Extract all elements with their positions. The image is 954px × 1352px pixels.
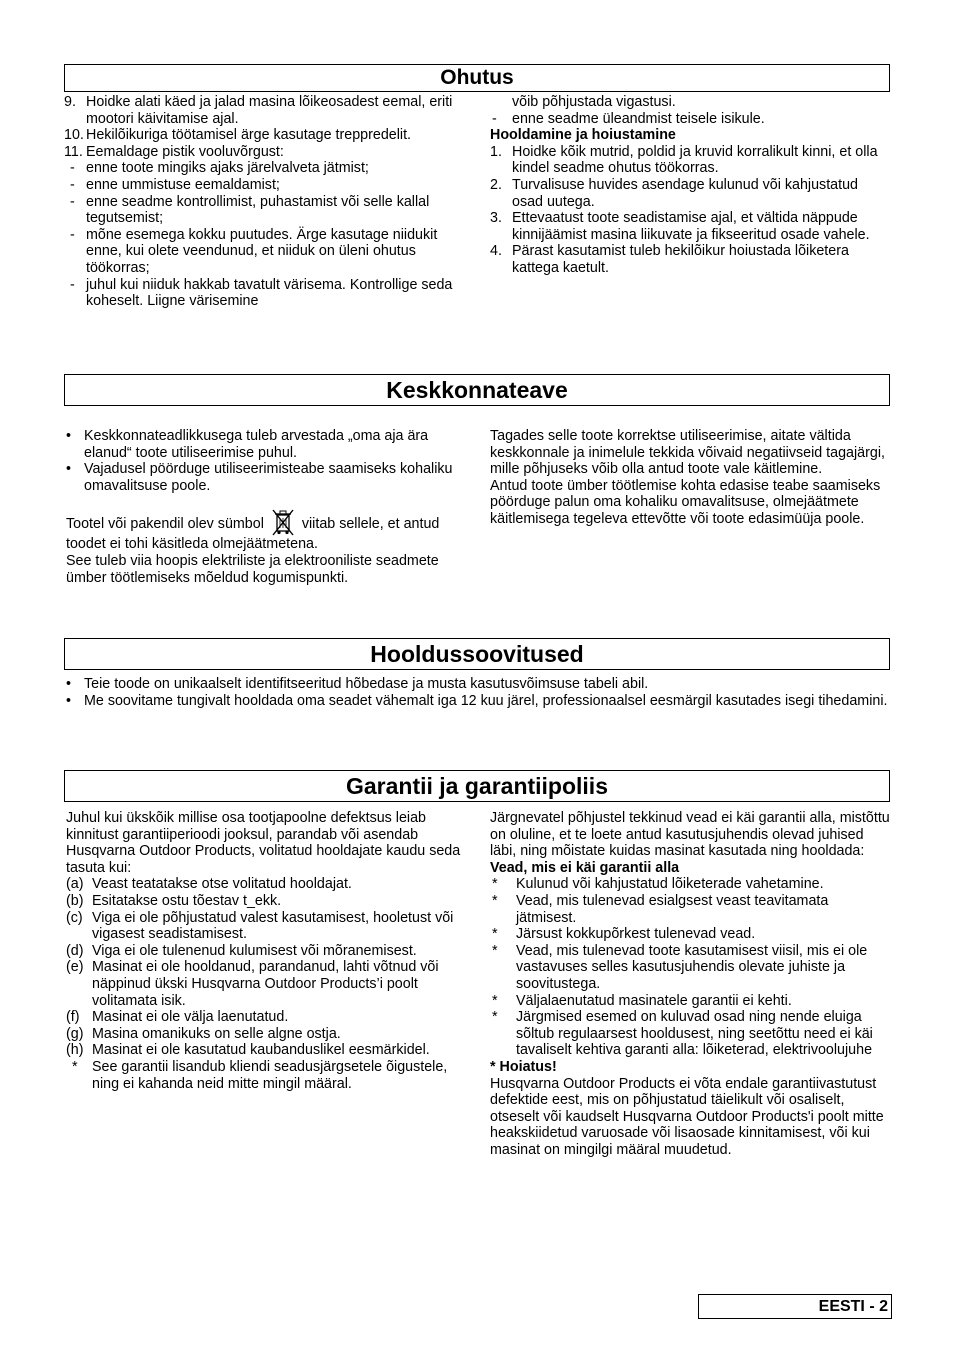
list-item: 9. Hoidke alati käed ja jalad masina lõikeosadest eemal, eriti mootori käivitamise ajal. [64, 94, 453, 127]
list-item: (a) Veast teatatakse otse volitatud hooldajat. [66, 876, 352, 893]
list-item: * Järsust kokkupõrkest tulenevad vead. [492, 926, 756, 943]
bullet-item: • Teie toode on unikaalselt identifitseeritud hõbedase ja musta kasutusvõimsuse tabeli abil. [66, 676, 649, 692]
bullet-item: • Vajadusel pöörduge utiliseerimisteabe saamiseks kohaliku omavalitsuse poole. [66, 461, 453, 494]
list-item: - enne ummistuse eemaldamist; [70, 176, 280, 193]
list-item: (g) Masina omanikuks on selle algne ostja. [66, 1025, 341, 1042]
warranty-intro: Juhul kui ükskõik millise osa tootjapoolne defektsus leiab kinnitust garantiiperioodi jooksul, parandab või asendab Husqvarna Outdoor Products, volitatud hooldajate kaudu seda tasuta kui: [66, 810, 461, 876]
warning-text: Husqvarna Outdoor Products ei võta endale garantiivastutust defektide eest, mis on põhjustatud täielikult või osaliselt, otseselt või kaudselt Husqvarna Outdoor Products'i poolt mitte heakskiidetud varuosade või lisaosade kinnitamisest, või kui masinat on mingilgi määral muudetud. [490, 1075, 884, 1158]
continued-text: võib põhjustada vigastusi. [512, 94, 676, 110]
list-item: 10. Hekilõikuriga töötamisel ärge kasutage treppredelit. [64, 127, 412, 144]
warranty-left-column [66, 810, 466, 1092]
list-item: * See garantii lisandub kliendi seadusjärgsetele õigustele, ning ei kahanda neid mitte mingil määral. [72, 1058, 448, 1092]
list-item: (d) Viga ei ole tulenenud kulumisest või mõranemisest. [66, 942, 417, 959]
list-item: 2. Turvalisuse huvides asendage kulunud või kahjustatud osad uutega. [490, 176, 858, 210]
section-title-hooldussoovitused: Hooldussoovitused [64, 638, 890, 670]
warning-heading: * Hoiatus! [490, 1058, 557, 1075]
symbol-paragraph: Tootel või pakendil olev sümbol viitab sellele, et antud toodet ei tohi käsitleda olmejäätmetena. [64, 508, 466, 553]
list-item: - enne toote mingiks ajaks järelvalveta jätmist; [70, 160, 369, 177]
list-item: - juhul kui niiduk hakkab tavatult värisema. Kontrollige seda koheselt. Liigne värisemine [70, 276, 453, 310]
warranty-right-column [490, 810, 890, 1158]
list-item: (f) Masinat ei ole välja laenutatud. [66, 1009, 289, 1026]
list-item: * Väljalaenutatud masinatele garantii ei kehti. [492, 992, 792, 1009]
list-item: 1. Hoidke kõik mutrid, poldid ja kruvid korralikult kinni, et olla kindel seadme ohutus töökorras. [490, 143, 878, 177]
list-item: 3. Ettevaatust toote seadistamise ajal, et vältida näppude kinnijäämist masina liikuvate ja fikseeritud osade vahele. [490, 210, 870, 243]
list-item: - mõne esemega kokku puutudes. Ärge kasutage niidukit enne, kui olete veendunud, et niiduk on üleni ohutus töökorras; [70, 226, 438, 276]
list-item: * Järgmised esemed on kuluvad osad ning nende eluiga sõltub regulaarsest hooldusest, ning seetõttu need ei käi tavaliselt kehtiva garanti alla: lõiketerad, elektrivoolujuhe [492, 1009, 873, 1059]
not-covered-heading: Vead, mis ei käi garantii alla [490, 859, 680, 876]
env-paragraph: Antud toote ümber töötlemise kohta edasise teabe saamiseks pöörduge palun oma kohaliku omavalitsuse, olmejäätmete käitlemisega tegeleva ettevõtte või toote edasimüüja poole. [490, 477, 881, 527]
ohutus-left-column [64, 94, 466, 310]
maintenance-heading: Hooldamine ja hoiustamine [490, 127, 676, 144]
list-item: (e) Masinat ei ole hooldanud, parandanud, lahti võtnud või näppinud ükski Husqvarna Outdoor Products’i poolt volitamata isik. [66, 959, 439, 1009]
env-paragraph: Tagades selle toote korrektse utiliseerimise, aitate vältida keskkonnale ja inimelule tekkida võivaid negatiivseid tagajärgi, mille põhjuseks võib olla antud toote vale käitlemine. [490, 428, 885, 478]
list-item: - enne seadme kontrollimist, puhastamist või selle kallal tegutsemist; [70, 193, 430, 227]
crossed-out-wheelie-bin-icon [270, 508, 296, 536]
symbol-paragraph-cont: See tuleb viia hoopis elektriliste ja elektrooniliste seadmete ümber töötlemiseks mõeldud kogumispunkti. [66, 552, 439, 586]
section-title-ohutus: Ohutus [64, 64, 890, 92]
list-item: * Vead, mis tulenevad toote kasutamisest viisil, mis ei ole vastavuses selles kasutusjuhendis olevate juhiste ja soovitustega. [492, 942, 868, 992]
env-left-column [64, 428, 466, 586]
list-item: (b) Esitatakse ostu tõestav t_ekk. [66, 892, 282, 909]
section-title-garantii: Garantii ja garantiipoliis [64, 770, 890, 802]
page-number-footer: EESTI - 2 [698, 1294, 892, 1319]
env-right-column [490, 428, 890, 528]
list-item: - enne seadme üleandmist teisele isikule. [492, 110, 765, 127]
list-item: * Vead, mis tulenevad esialgsest veast teavitamata jätmisest. [492, 892, 829, 926]
service-list [64, 676, 890, 709]
list-item: (c) Viga ei ole põhjustatud valest kasutamisest, hooletust või vigasest seadistamisest. [66, 909, 454, 943]
list-item: 4. Pärast kasutamist tuleb hekilõikur hoiustada lõiketera kattega kaetult. [490, 243, 849, 276]
bullet-item: • Me soovitame tungivalt hooldada oma seadet vähemalt iga 12 kuu järel, professionaalsel eesmärgil kasutades isegi tihedamini. [66, 692, 888, 709]
list-item: (h) Masinat ei ole kasutatud kaubanduslikel eesmärkidel. [66, 1042, 430, 1059]
bullet-item: • Keskkonnateadlikkusega tuleb arvestada „oma aja ära elanud“ toote utiliseerimise puhul. [66, 428, 429, 461]
list-item: * Kulunud või kahjustatud lõiketerade vahetamine. [492, 876, 824, 893]
warranty-exclusions-intro: Järgnevatel põhjustel tekkinud vead ei käi garantii alla, mistõttu on oluline, et te loete antud kasutusjuhendis olevad juhised läbi, ning mõistate kuidas masinat kasutada ning hooldada: [490, 810, 890, 860]
section-title-keskkonnateave: Keskkonnateave [64, 374, 890, 406]
ohutus-right-column [490, 94, 890, 277]
list-item: 11. Eemaldage pistik vooluvõrgust: [64, 143, 284, 160]
